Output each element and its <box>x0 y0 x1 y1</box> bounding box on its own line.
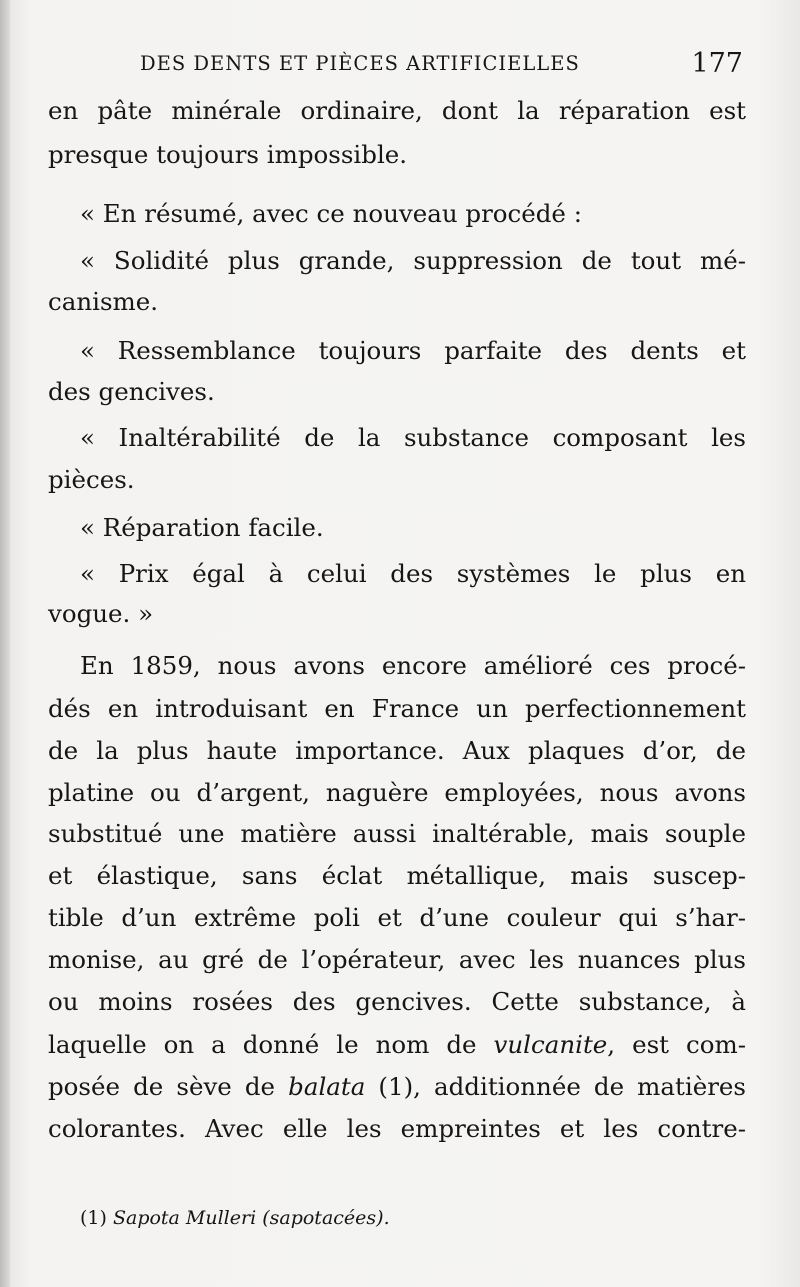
text-line: ou moins rosées des gencives. Cette substance, à <box>48 987 746 1016</box>
footnote-term: Sapota Mulleri <box>112 1207 257 1229</box>
text-line: presque toujours impossible. <box>48 140 408 169</box>
text-line: dés en introduisant en France un perfectionnement <box>48 694 746 723</box>
text-line: « Prix égal à celui des systèmes le plus en <box>80 559 746 588</box>
text-line: « Inaltérabilité de la substance composant les <box>80 423 746 452</box>
page-binding-edge <box>0 0 10 1287</box>
italic-term: vulcanite <box>493 1030 608 1059</box>
text-line: en pâte minérale ordinaire, dont la réparation est <box>48 96 746 125</box>
text-line: de la plus haute importance. Aux plaques d’or, de <box>48 736 746 765</box>
footnote-family: (sapotacées). <box>262 1207 390 1229</box>
text-line: platine ou d’argent, naguère employées, nous avons <box>48 778 746 807</box>
text-span: (1), additionnée de matières <box>365 1072 746 1101</box>
text-line: monise, au gré de l’opérateur, avec les nuances plus <box>48 945 746 974</box>
footnote-marker: (1) <box>80 1207 107 1229</box>
footnote <box>80 1207 390 1229</box>
text-line <box>48 1030 746 1059</box>
text-line: « En résumé, avec ce nouveau procédé : <box>80 199 582 228</box>
italic-term: balata <box>288 1072 366 1101</box>
text-line: des gencives. <box>48 377 215 406</box>
text-line: « Ressemblance toujours parfaite des dents et <box>80 336 746 365</box>
text-line: canisme. <box>48 287 159 316</box>
text-line: substitué une matière aussi inaltérable, mais souple <box>48 819 746 848</box>
text-line: En 1859, nous avons encore amélioré ces procé- <box>80 651 746 680</box>
text-line: « Réparation facile. <box>80 513 324 542</box>
page-number: 177 <box>691 48 743 79</box>
text-line <box>48 1072 746 1101</box>
text-span: posée de sève de <box>48 1072 289 1101</box>
text-line: et élastique, sans éclat métallique, mais suscep- <box>48 861 746 890</box>
text-line: vogue. » <box>48 599 154 628</box>
text-line: pièces. <box>48 465 135 494</box>
text-line: colorantes. Avec elle les empreintes et les contre- <box>48 1114 746 1143</box>
text-line: tible d’un extrême poli et d’une couleur qui s’har- <box>48 903 746 932</box>
text-line: « Solidité plus grande, suppression de tout mé- <box>80 246 746 275</box>
text-span: , est com- <box>607 1030 747 1059</box>
text-span: laquelle on a donné le nom de <box>48 1030 494 1059</box>
running-header <box>140 50 745 80</box>
running-head-title: DES DENTS ET PIÈCES ARTIFICIELLES <box>140 52 580 75</box>
